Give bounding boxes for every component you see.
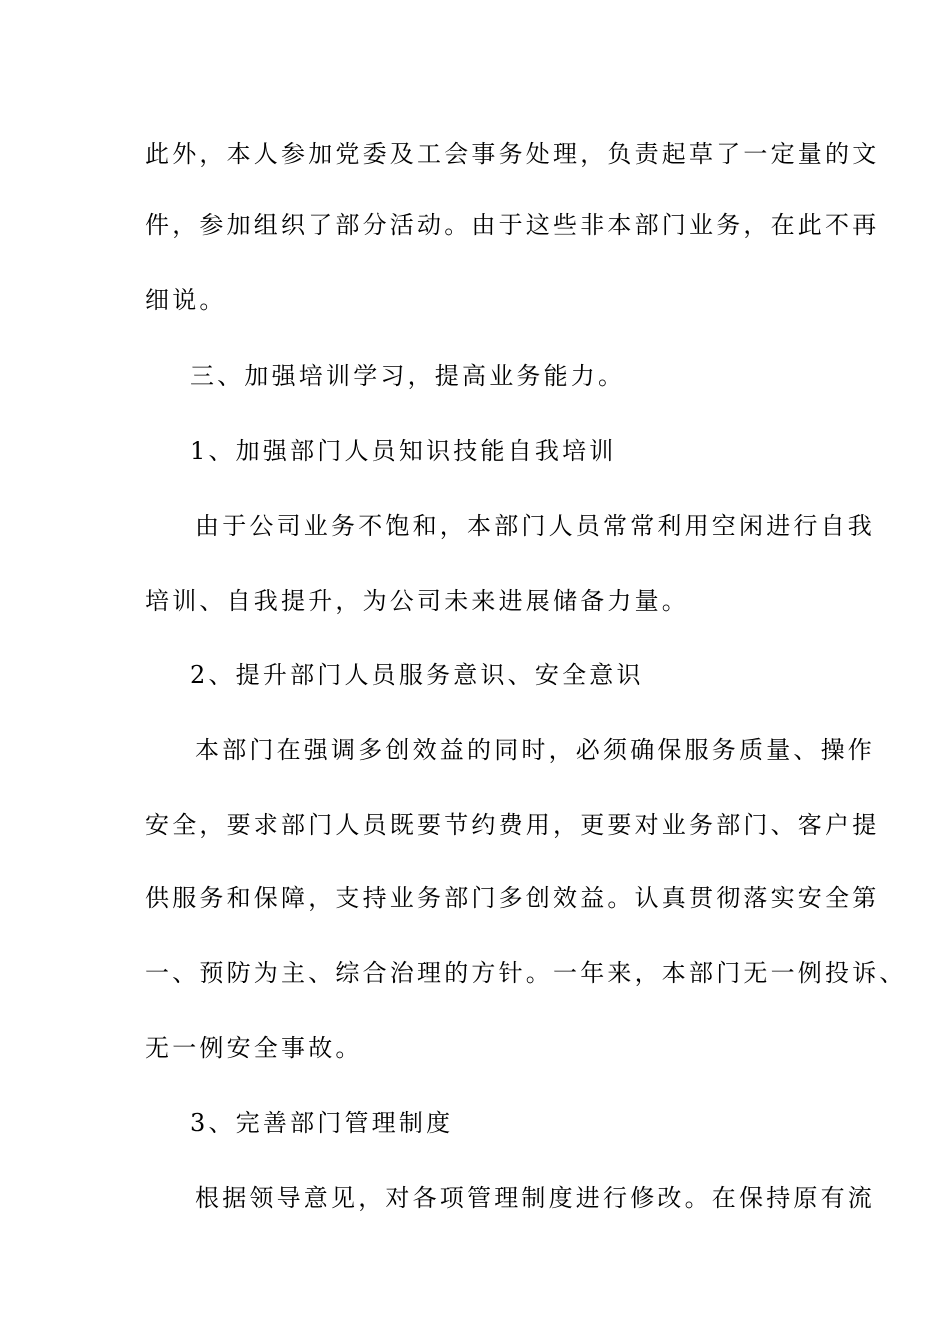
body-text-line: 安全，要求部门人员既要节约费用，更要对业务部门、客户提 (145, 811, 880, 839)
subsection-heading: 2、提升部门人员服务意识、安全意识 (190, 661, 644, 689)
body-text-line: 本部门在强调多创效益的同时，必须确保服务质量、操作 (195, 736, 875, 764)
body-text-line: 培训、自我提升，为公司未来进展储备力量。 (145, 587, 689, 615)
section-heading: 三、加强培训学习，提高业务能力。 (190, 362, 626, 390)
body-text-line: 一、预防为主、综合治理的方针。一年来，本部门无一例投诉、 (145, 959, 907, 987)
body-text-line: 件，参加组织了部分活动。由于这些非本部门业务，在此不再 (145, 211, 880, 239)
body-text-line: 此外，本人参加党委及工会事务处理，负责起草了一定量的文 (145, 140, 880, 168)
subsection-heading: 1、加强部门人员知识技能自我培训 (190, 437, 617, 465)
body-text-line: 由于公司业务不饱和，本部门人员常常利用空闲进行自我 (195, 512, 875, 540)
subsection-heading: 3、完善部门管理制度 (190, 1109, 454, 1137)
body-text-line: 根据领导意见，对各项管理制度进行修改。在保持原有流 (195, 1184, 875, 1212)
body-text-line: 供服务和保障，支持业务部门多创效益。认真贯彻落实安全第 (145, 884, 880, 912)
body-text-line: 细说。 (145, 286, 227, 314)
body-text-line: 无一例安全事故。 (145, 1034, 363, 1062)
